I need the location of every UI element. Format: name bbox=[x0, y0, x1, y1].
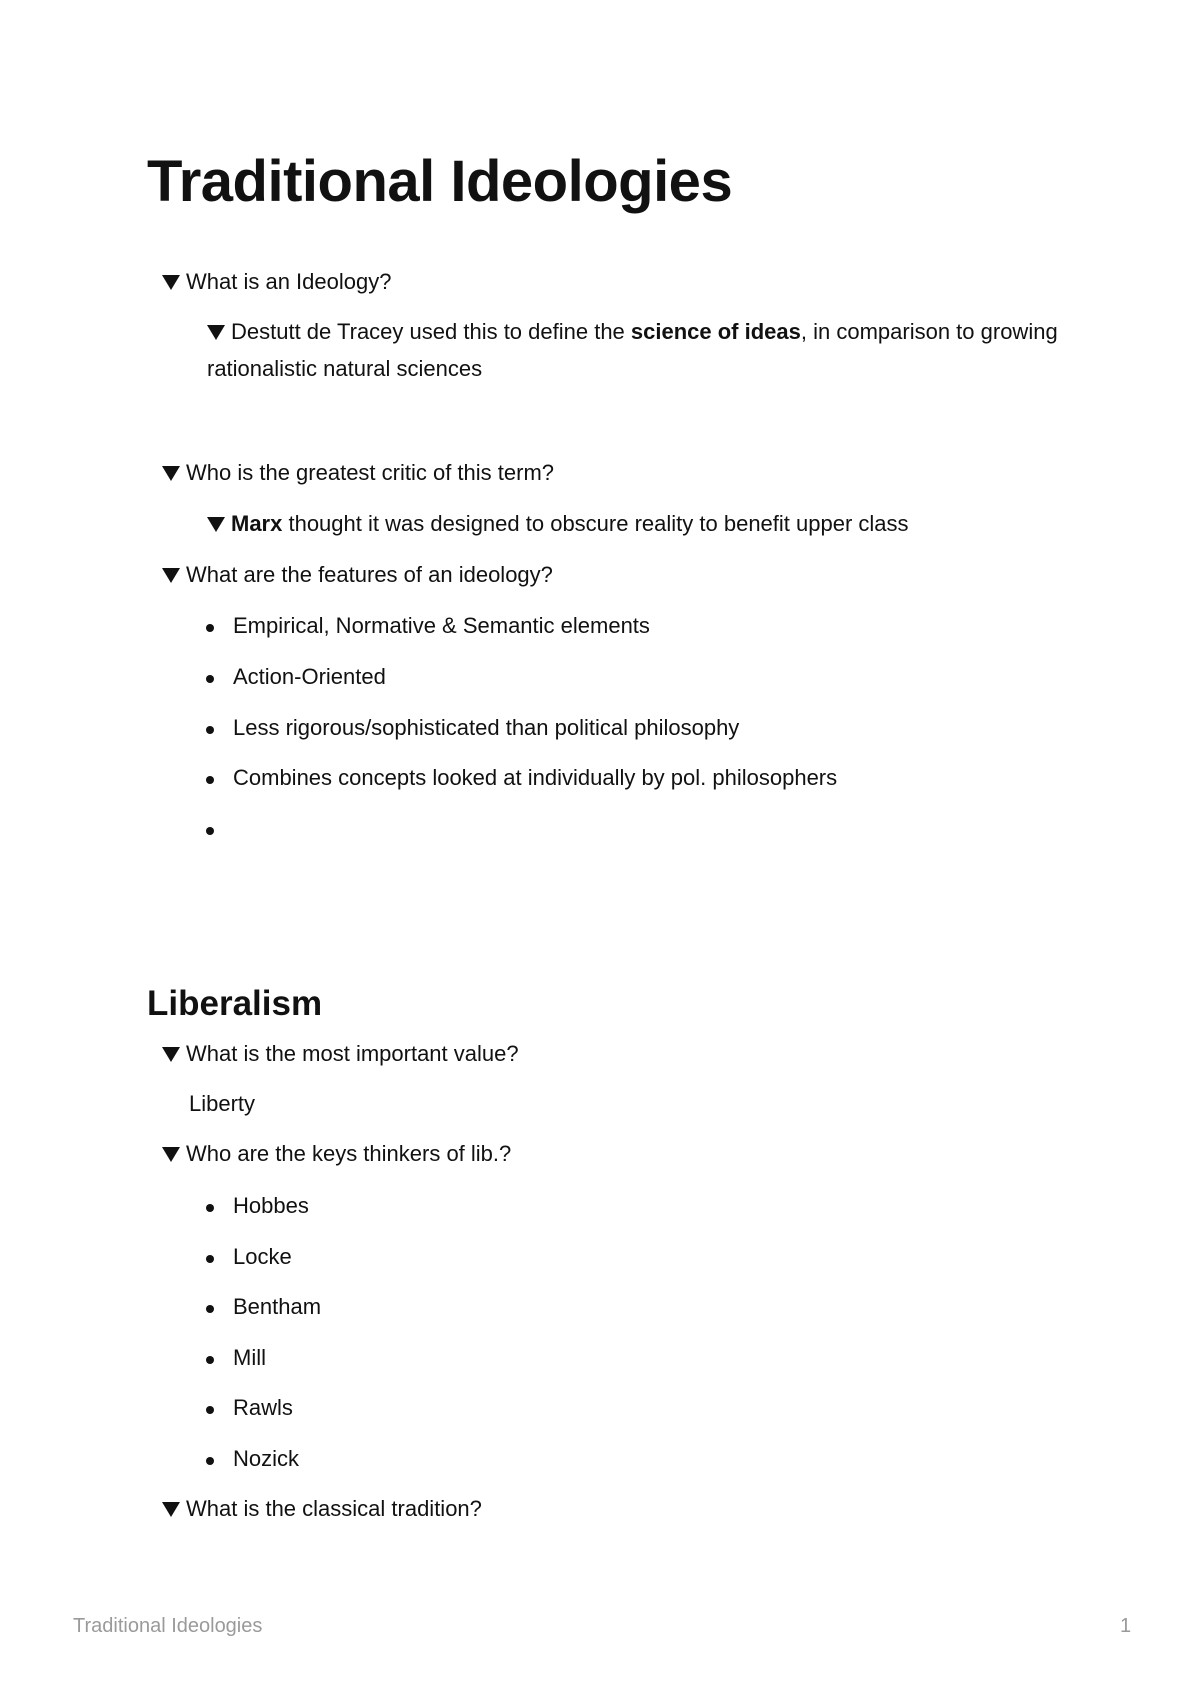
list-item: Empirical, Normative & Semantic elements bbox=[233, 613, 650, 638]
bullet-icon bbox=[206, 827, 214, 835]
toggle-key-thinkers[interactable] bbox=[162, 1135, 511, 1172]
bullet-icon bbox=[206, 1255, 214, 1263]
bullet-icon bbox=[206, 776, 214, 784]
toggle-most-important-value[interactable] bbox=[162, 1035, 519, 1072]
bullet-icon bbox=[206, 726, 214, 734]
bullet-icon bbox=[206, 624, 214, 632]
list-item: Action-Oriented bbox=[233, 664, 386, 689]
bullet-icon bbox=[206, 1356, 214, 1364]
section-heading-liberalism: Liberalism bbox=[147, 984, 323, 1023]
toggle-label: Who is the greatest critic of this term? bbox=[186, 460, 555, 485]
page-number: 1 bbox=[1120, 1615, 1132, 1637]
toggle-what-is-ideology[interactable] bbox=[162, 263, 391, 300]
toggle-label: What is the most important value? bbox=[186, 1041, 519, 1066]
footer-doc-title: Traditional Ideologies bbox=[73, 1615, 263, 1637]
toggle-triangle-icon[interactable] bbox=[162, 568, 180, 583]
toggle-greatest-critic[interactable] bbox=[162, 454, 554, 491]
list-item: Mill bbox=[233, 1345, 266, 1370]
list-item: Locke bbox=[233, 1244, 292, 1269]
toggle-destutt-de-tracey[interactable]: Destutt de Tracey used this to define the science of ideas, in comparison to growing rationalistic natural sciences bbox=[207, 319, 1058, 381]
bold-term: Marx bbox=[231, 511, 283, 536]
bullet-icon bbox=[206, 1457, 214, 1465]
list-item: Combines concepts looked at individually by pol. philosophers bbox=[233, 765, 838, 790]
toggle-triangle-icon[interactable] bbox=[162, 1147, 180, 1162]
list-item: Hobbes bbox=[233, 1193, 309, 1218]
bullet-icon bbox=[206, 675, 214, 683]
bullet-icon bbox=[206, 1406, 214, 1414]
toggle-label: What is an Ideology? bbox=[186, 269, 392, 294]
toggle-classical-tradition[interactable] bbox=[162, 1490, 482, 1527]
toggle-triangle-icon[interactable] bbox=[207, 517, 225, 532]
toggle-label: Who are the keys thinkers of lib.? bbox=[186, 1141, 512, 1166]
toggle-triangle-icon[interactable] bbox=[162, 275, 180, 290]
list-item: Less rigorous/sophisticated than political philosophy bbox=[233, 715, 740, 740]
toggle-triangle-icon[interactable] bbox=[207, 325, 225, 340]
toggle-features[interactable] bbox=[162, 556, 553, 593]
toggle-triangle-icon[interactable] bbox=[162, 1502, 180, 1517]
list-item: Bentham bbox=[233, 1294, 322, 1319]
list-item: Rawls bbox=[233, 1395, 293, 1420]
toggle-label: What is the classical tradition? bbox=[186, 1496, 482, 1521]
page-title: Traditional Ideologies bbox=[147, 149, 733, 214]
toggle-triangle-icon[interactable] bbox=[162, 1047, 180, 1062]
toggle-label: What are the features of an ideology? bbox=[186, 562, 553, 587]
toggle-triangle-icon[interactable] bbox=[162, 466, 180, 481]
bold-term: science of ideas bbox=[630, 319, 801, 344]
list-item: Nozick bbox=[233, 1446, 300, 1471]
toggle-marx[interactable]: Marx thought it was designed to obscure reality to benefit upper class bbox=[207, 505, 909, 542]
answer-text: Liberty bbox=[189, 1091, 256, 1116]
bullet-icon bbox=[206, 1305, 214, 1313]
bullet-icon bbox=[206, 1204, 214, 1212]
